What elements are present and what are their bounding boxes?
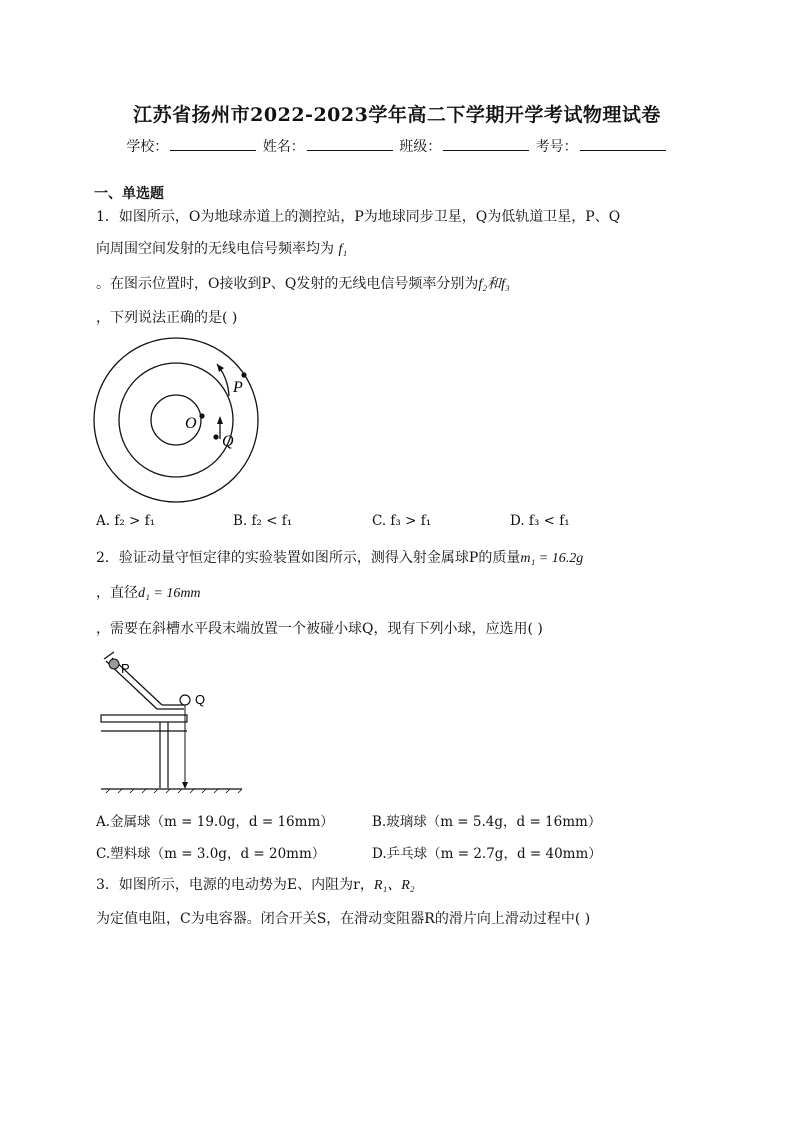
q1-option-d[interactable]: D. f₃ < f₁ xyxy=(510,513,570,529)
q2-option-b[interactable]: B.玻璃球（m = 5.4g，d = 16mm） xyxy=(372,814,602,830)
label-p: P xyxy=(233,379,243,396)
q2-line1 xyxy=(96,547,583,567)
page-title: 江苏省扬州市2022-2023学年高二下学期开学考试物理试卷 xyxy=(133,104,661,126)
q2-line2 xyxy=(96,582,201,602)
label-o: O xyxy=(185,415,197,432)
q1-f1-math: f₁ xyxy=(338,242,348,257)
q2-line1-text: 2．验证动量守恒定律的实验装置如图所示，测得入射金属球P的质量 xyxy=(96,550,521,566)
id-label: 考号： xyxy=(535,139,578,155)
q3-line2: 为定值电阻，C为电容器。闭合开关S，在滑动变阻器R的滑片向上滑动过程中( ) xyxy=(96,911,591,927)
q1-line2 xyxy=(96,238,347,258)
q1-option-a[interactable]: A. f₂ > f₁ xyxy=(96,513,156,529)
q2-line2-text: ，直径 xyxy=(96,585,138,601)
q1-f2f3-math: f₂和f₃ xyxy=(478,277,510,292)
q2-option-d[interactable]: D.乒乓球（m = 2.7g，d = 40mm） xyxy=(372,846,602,862)
q1-option-b[interactable]: B. f₂ < f₁ xyxy=(233,513,293,529)
class-blank[interactable] xyxy=(443,138,529,151)
q2-mass-math: m₁ = 16.2g xyxy=(520,551,584,566)
q1-line3-text: 。在图示位置时，O接收到P、Q发射的无线电信号频率分别为 xyxy=(96,276,479,292)
p-arrowhead-icon xyxy=(217,364,224,372)
q2-diameter-math: d₁ = 16mm xyxy=(138,586,201,601)
q-arrowhead-icon xyxy=(217,416,223,424)
q3-line1 xyxy=(96,874,415,894)
q3-line1-text: 3．如图所示，电源的电动势为E、内阻为r， xyxy=(96,877,374,893)
q2-apparatus-figure xyxy=(96,643,246,793)
student-info-line xyxy=(0,136,794,156)
q2-line3: ，需要在斜槽水平段末端放置一个被碰小球Q，现有下列小球，应选用( ) xyxy=(96,621,543,637)
label-q: Q xyxy=(222,433,234,450)
label-ball-p: P xyxy=(121,661,130,676)
ball-p xyxy=(109,659,119,669)
name-label: 姓名： xyxy=(262,139,305,155)
name-blank[interactable] xyxy=(307,138,393,151)
q-satellite-dot xyxy=(213,434,218,439)
plumb-arrowhead-icon xyxy=(182,782,188,789)
q1-option-c[interactable]: C. f₃ > f₁ xyxy=(372,513,432,529)
school-label: 学校： xyxy=(126,139,169,155)
class-label: 班级： xyxy=(399,139,442,155)
school-blank[interactable] xyxy=(170,138,256,151)
ball-q xyxy=(180,695,190,705)
q1-orbit-figure xyxy=(88,336,273,506)
label-ball-q: Q xyxy=(195,692,206,707)
middle-orbit-circle xyxy=(119,363,233,477)
section-heading: 一、单选题 xyxy=(94,186,164,202)
o-station-dot xyxy=(199,413,204,418)
q1-line2-text: 向周围空间发射的无线电信号频率均为 xyxy=(96,241,334,257)
p-satellite-dot xyxy=(241,372,246,377)
q2-option-c[interactable]: C.塑料球（m = 3.0g，d = 20mm） xyxy=(96,846,326,862)
id-blank[interactable] xyxy=(580,138,666,151)
q3-resistors-math: R₁、R₂ xyxy=(373,878,415,893)
q1-line4: ，下列说法正确的是( ) xyxy=(96,310,238,326)
q1-line1: 1．如图所示，O为地球赤道上的测控站，P为地球同步卫星，Q为低轨道卫星，P、Q xyxy=(96,209,621,225)
q1-line3 xyxy=(96,273,510,293)
q2-option-a[interactable]: A.金属球（m = 19.0g，d = 16mm） xyxy=(96,814,334,830)
table-top xyxy=(101,715,187,722)
ramp-lower-rail xyxy=(112,658,162,705)
